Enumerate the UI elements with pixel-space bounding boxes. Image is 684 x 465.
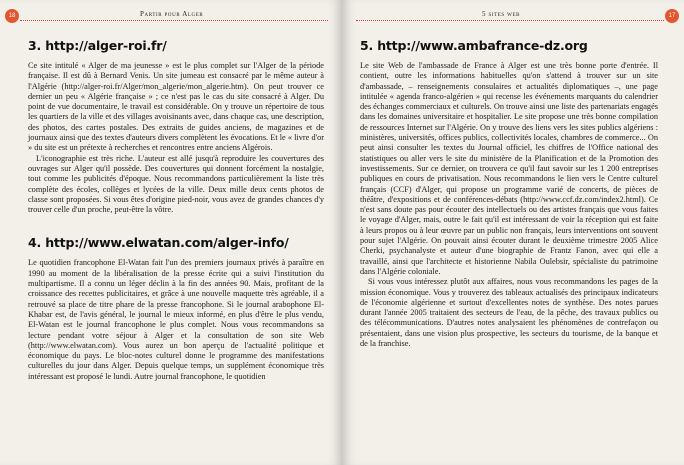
section-5-paragraph-2: Si vous vous intéressez plutôt aux affaires, nous vous recommandons les pages de la mission économique. Vous y trouverez des tableaux actualisés des principaux indicateurs de l'économie algérienne et surtout d'excellentes notes de synthèse. Des notes parues durant l'année 2005 traitaient des secteurs de l'eau, de la pêche, des travaux publics ou des télécommunications. D'autres notes analysaient les phénomènes de contrefaçon ou présentaient, dans une vision plus prospective, les secteurs du tourisme, de la banque et de la franchise. [360,277,658,349]
right-content [360,30,658,465]
left-page-number: 18 [5,9,19,23]
right-running-header [342,6,684,26]
section-4-paragraph-1: Le quotidien francophone El-Watan fait l'un des premiers journaux privés à paraître en 1990 au moment de la libéralisation de la presse écrite qui a suivi l'institution du multipartisme. Il a connu un léger déclin à la fin des années 90. Mais, profitant de la croissance des recettes publicitaires, et grâce à une nouvelle maquette très agréable, il a retrouvé sa place de titre phare de la presse francophone. Si le journal arabophone El-Khabar est, de l'avis général, le journal le mieux informé, en plus d'être le plus vendu, El-Watan est le journal francophone le plus complet. Nous vous recommandons sa lecture pendant votre séjour à Alger et la consultation de son site Web (http://www.elwatan.com). Vous aurez un bon aperçu de l'actualité politique et économique du pays. Le bloc-notes culturel donne le programme des manifestations culturelles du jour dans Alger. Depuis quelque temps, un supplément économique très intéressant est proposé le lundi. Autre journal francophone, le quotidien [28,258,324,381]
right-page [342,0,684,465]
section-heading-4: 4. http://www.elwatan.com/alger-info/ [28,235,289,251]
section-heading-5: 5. http://www.ambafrance-dz.org [360,38,588,53]
right-header-title: 5 sites web [482,10,521,18]
header-dotted-rule [356,20,664,21]
section-3-paragraph-2: L'iconographie est très riche. L'auteur est allé jusqu'à reproduire les couvertures des ouvrages sur Alger qu'il possède. Des couvertures qui donnent forcément la nostalgie, tout comme les publicités d'époque. Nous recommandons particulièrement la liste très complète des écoles, collèges et lycées de la ville. Deux mille deux cents photos de classe sont proposées. Si vous êtes d'origine pied-noir, vous avez de grandes chances d'y trouver celle d'un proche, peut-être la vôtre. [28,153,324,215]
section-3-paragraph-1: Ce site intitulé « Alger de ma jeunesse » est le plus complet sur l'Alger de la période française. Il est dû à Bernard Venis. Un site jumeau est consacré par le même auteur à l'Algérie (http://alger-roi.fr/Alger/mon_algerie/mon_algerie.htm). On peut trouver ce dernier un peu « Algérie française » ; ce n'est pas le cas du site consacré à Alger. Du point de vue documentaire, le travail est considérable. On y trouve un répertoire de tous les quartiers de la ville et des villages avoisinants avec, dans chaque cas, une description, des photos, des cartes postales. Des extraits de guides anciens, de magazines et de journaux ainsi que des textes d'auteurs divers complètent les évocations. Et le « livre d'or » du site est un prétexte à recherches et rencontres entre anciens Algérois. [28,61,324,153]
header-dotted-rule [20,20,328,21]
section-heading-3: 3. http://alger-roi.fr/ [28,38,167,53]
right-page-number: 17 [665,9,679,23]
section-5-paragraph-1: Le site Web de l'ambassade de France à Alger est une très bonne porte d'entrée. Il contient, outre les informations habituelles qu'on s'attend à trouver sur un site d'ambassade, – renseignements consulaires et actualités diplomatiques –, une page intitulée « agenda franco-algérien » qui recense les événements marquants du calendrier des échanges commerciaux et culturels. On trouve ainsi une liste des partenariats engagés dans les domaines universitaire et hospitalier. Le site propose une très bonne compilation de ressources Internet sur l'Algérie. On y trouve des liens vers les sites publics algériens : ministères, universités, offices publics, collectivités locales, chambres de commerce... On peut ainsi consulter les textes du Journal officiel, les chiffres de l'Office national des statistiques ou aller vers le site du ministère de la Planification et de la Promotion des investissements. Sur ce dernier, on trouvera ce qu'il faut savoir sur les 1 200 entreprises publiques en cours de privatisation. Nous recommandons le lien vers le Centre culturel français (CCF) d'Alger, qui propose un programme varié de concerts, de pièces de théâtre, d'expositions et de conférences-débats (http://www.ccf.dz.com/index2.html). Ce n'est sans doute pas pour écouter des intellectuels ou des artistes français que vous faites le voyage d'Alger, mais, outre le fait qu'il est intéressant de voir la réception qui est faite à leurs propos ou à leur œuvre par un public non français, leurs interventions ont souvent pour sujet l'Algérie. On pouvait ainsi écouter durant le deuxième trimestre 2005 Alice Cherki, psychanalyste et auteur d'une biographie de Frantz Fanon, avec qui elle a travaillé, ainsi que l'architecte et historienne Nabila Oulebsir, spécialiste du patrimoine dans l'Algérie coloniale. [360,61,658,276]
left-header-title: Partir pour Alger [140,10,204,18]
left-running-header [0,6,342,26]
left-content [28,30,324,465]
